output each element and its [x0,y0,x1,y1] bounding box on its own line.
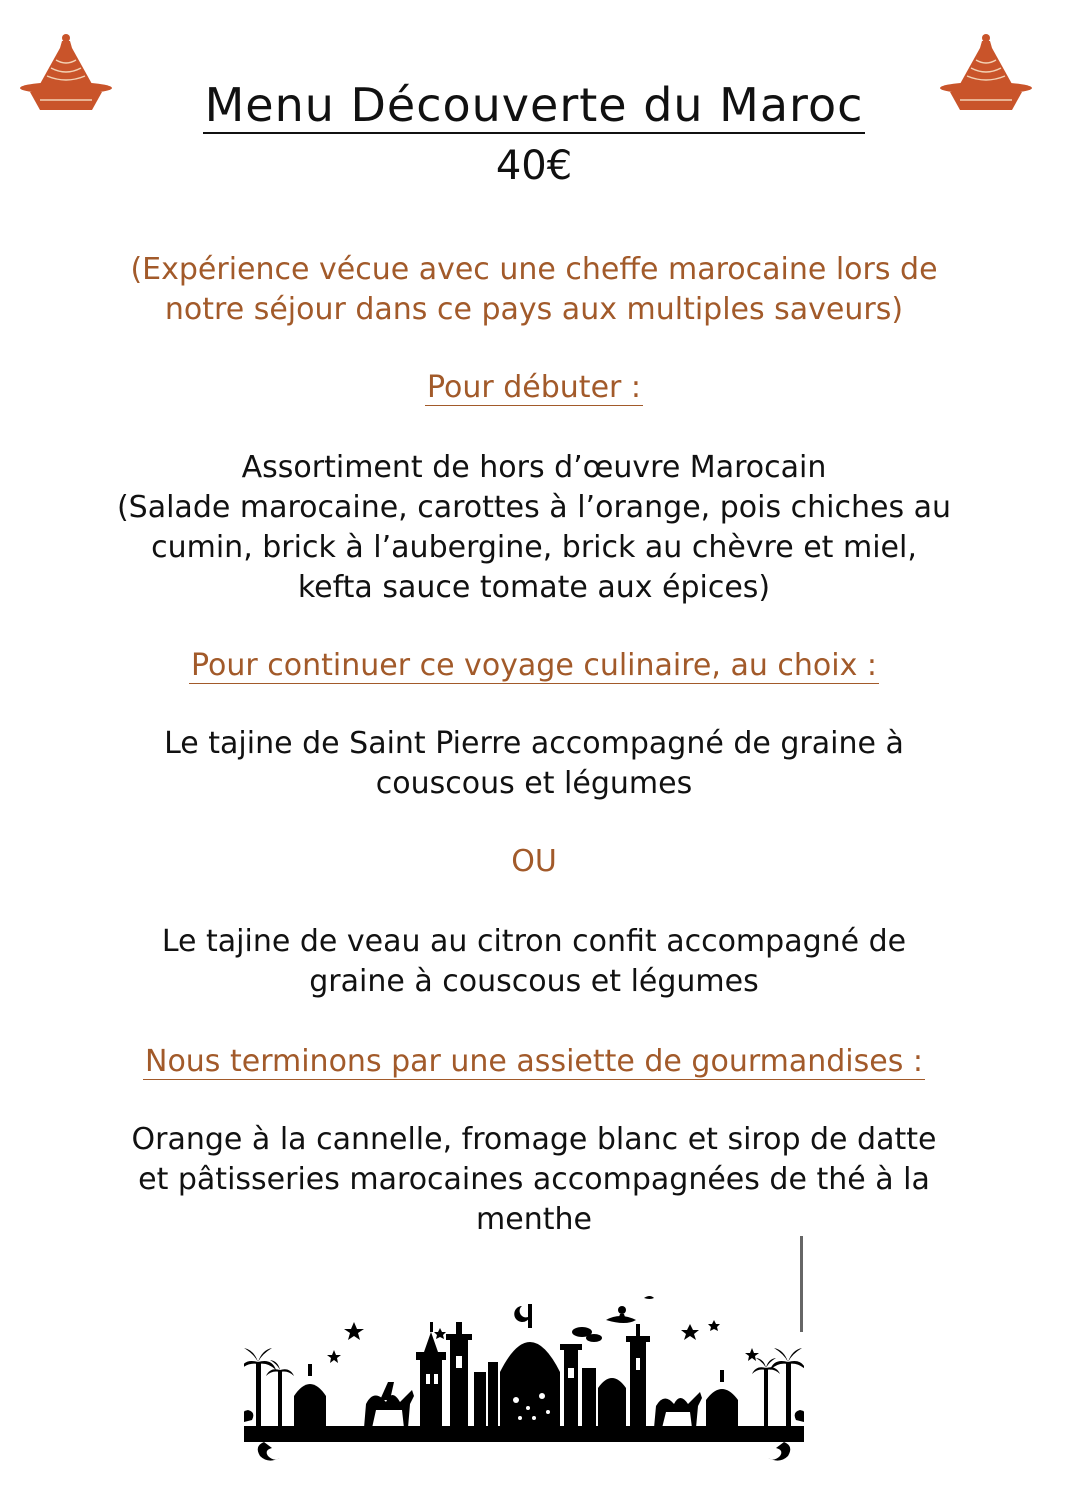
dish-line: et pâtisseries marocaines accompagnées de thé à la [138,1162,930,1197]
dish-line: couscous et légumes [375,766,693,801]
dish-line: (Salade marocaine, carottes à l’orange, pois chiches au [116,490,952,525]
starter-heading: Pour débuter : [426,370,641,405]
main-option-2 [24,922,1044,1002]
dish-line: Assortiment de hors d’œuvre Marocain [241,450,827,485]
dish-line: cumin, brick à l’aubergine, brick au chèvre et miel, [151,530,917,565]
menu-title: Menu Découverte du Maroc [204,78,864,132]
main-option-1 [24,724,1044,804]
dish-line: menthe [476,1202,592,1237]
menu-price: 40€ [495,143,573,189]
intro-line: notre séjour dans ce pays aux multiples saveurs) [164,292,904,327]
page-title [0,78,1068,132]
dish-line: Le tajine de Saint Pierre accompagné de graine à [164,726,904,761]
dish-line: kefta sauce tomate aux épices) [297,570,771,605]
dessert-heading: Nous terminons par une assiette de gourmandises : [145,1044,923,1079]
menu-intro [30,250,1038,330]
dish-line: Le tajine de veau au citron confit accompagné de [161,924,907,959]
moroccan-skyline-icon [244,1292,804,1468]
intro-line: (Expérience vécue avec une cheffe marocaine lors de [130,252,938,287]
dish-line: Orange à la cannelle, fromage blanc et sirop de datte [131,1122,937,1157]
main-heading: Pour continuer ce voyage culinaire, au choix : [191,648,877,683]
or-separator: OU [511,844,557,879]
dish-line: graine à couscous et légumes [309,964,759,999]
dessert-description [24,1120,1044,1240]
starter-description [24,448,1044,608]
